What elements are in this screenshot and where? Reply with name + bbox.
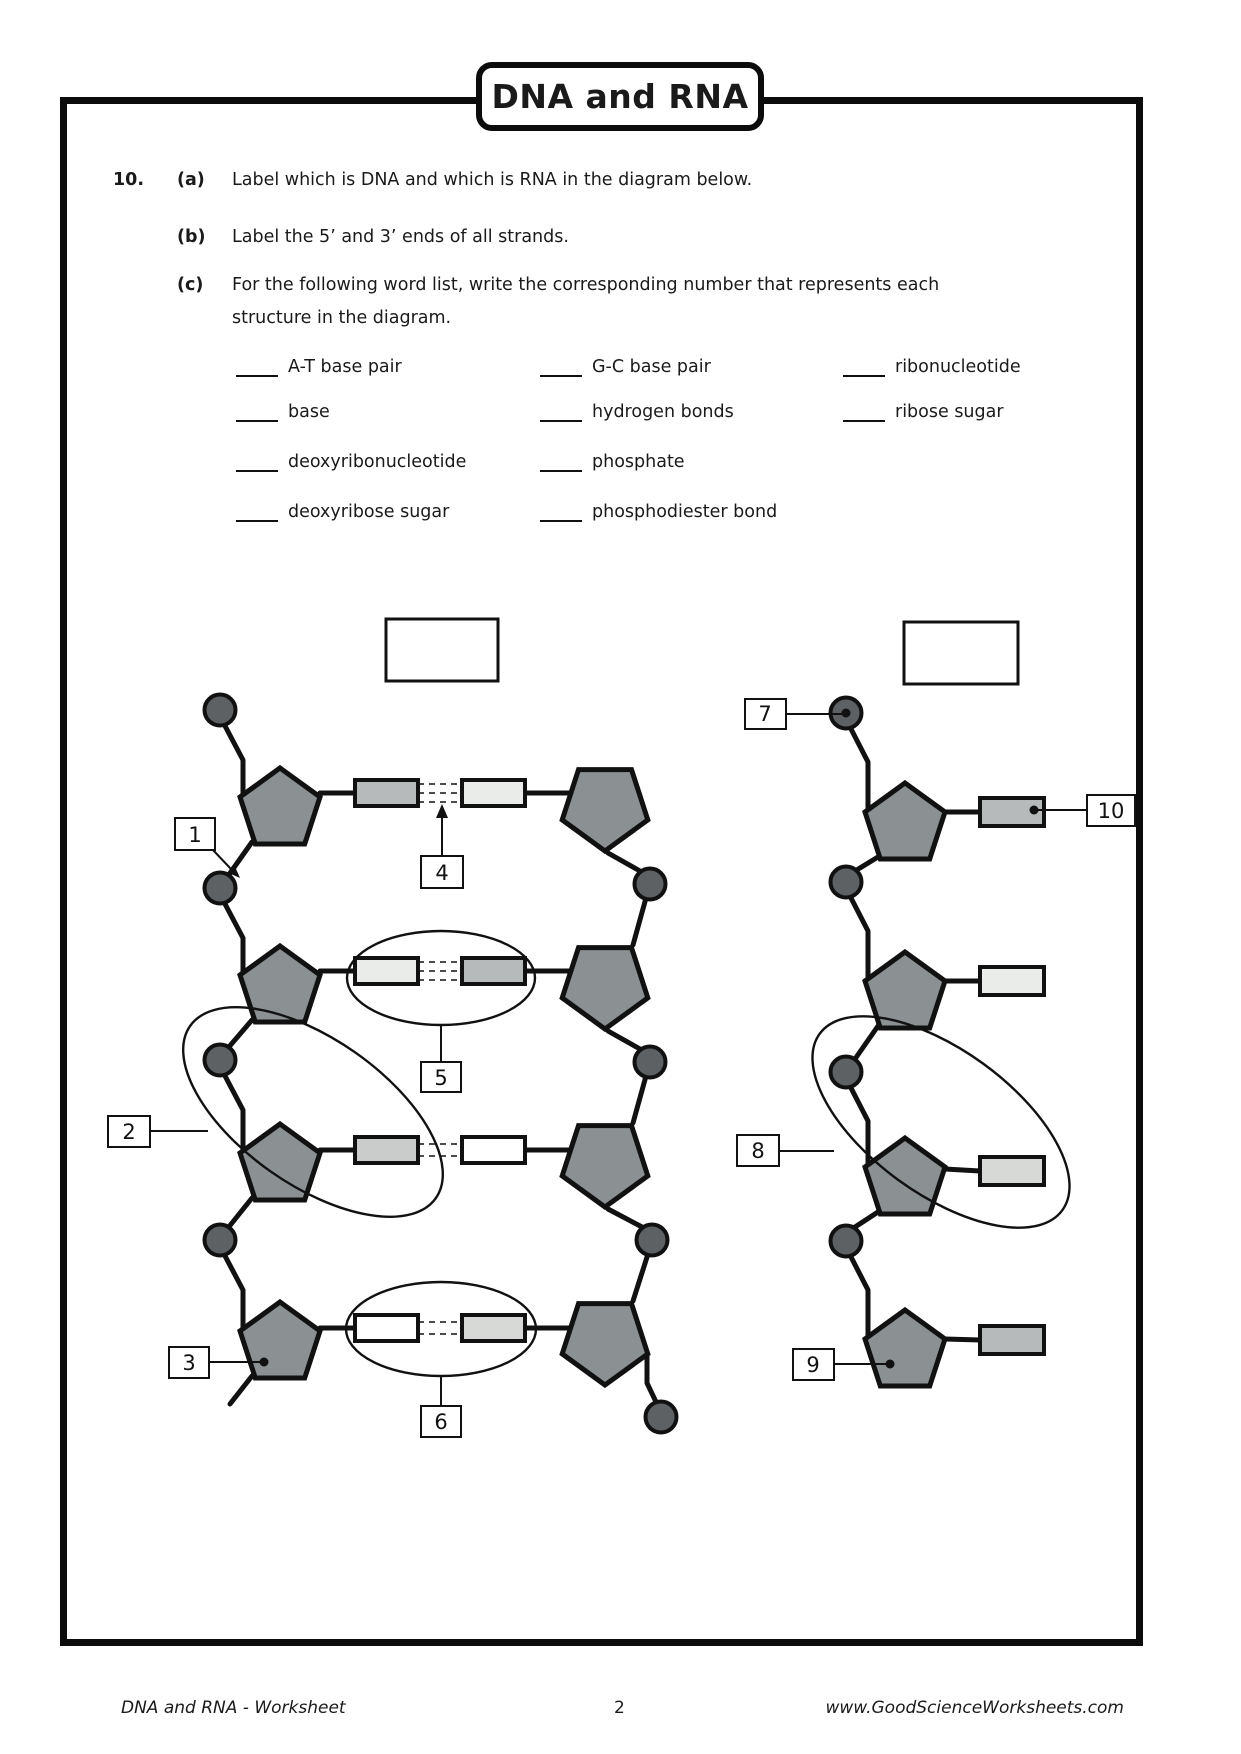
part-c-text-line2: structure in the diagram. [232, 308, 452, 328]
phosphodiester-backbone-line [850, 896, 868, 978]
phosphate-circle [831, 1057, 862, 1088]
number-label: 8 [751, 1139, 765, 1163]
base-rect [355, 958, 418, 984]
strand-end-line [230, 1376, 252, 1404]
base-rect [355, 1315, 418, 1341]
sugar-pentagon [865, 1310, 945, 1386]
phosphate-circle [637, 1225, 668, 1256]
phosphodiester-backbone-line [850, 1255, 868, 1336]
word-label: ribonucleotide [895, 357, 1021, 377]
phosphate-circle [646, 1402, 677, 1433]
nucleotide-ellipse [148, 966, 477, 1258]
question-number: 10. [113, 170, 145, 190]
base-rect [355, 1137, 418, 1163]
part-c-text-line1: For the following word list, write the corresponding number that represents each [232, 275, 940, 295]
part-c-label: (c) [177, 275, 204, 295]
phosphodiester-backbone-line [633, 1254, 648, 1301]
base-rect [980, 1326, 1044, 1354]
phosphodiester-backbone-line [224, 724, 243, 795]
label-connector [212, 849, 231, 869]
part-a-label: (a) [177, 170, 205, 190]
phosphodiester-backbone-line [608, 1031, 640, 1049]
phosphodiester-backbone-line [633, 1076, 646, 1123]
phosphodiester-backbone-line [228, 1020, 252, 1048]
phosphodiester-backbone-line [224, 902, 243, 973]
label-target-dot [842, 709, 851, 718]
phosphate-circle [635, 869, 666, 900]
base-rect [462, 1137, 525, 1163]
phosphate-circle [205, 695, 236, 726]
label-target-dot [260, 1358, 269, 1367]
part-b-text: Label the 5’ and 3’ ends of all strands. [232, 227, 569, 247]
word-label: A-T base pair [288, 357, 402, 377]
rna-answer-box[interactable] [904, 622, 1018, 684]
sugar-pentagon [562, 770, 648, 851]
sugar-pentagon [240, 1302, 320, 1378]
phosphate-circle [205, 873, 236, 904]
word-label: hydrogen bonds [592, 402, 734, 422]
page-title: DNA and RNA [491, 77, 749, 116]
base-rect [462, 780, 525, 806]
sugar-pentagon [240, 768, 320, 844]
phosphodiester-backbone-line [633, 898, 646, 945]
phosphate-circle [635, 1047, 666, 1078]
phosphate-circle [831, 1226, 862, 1257]
footer-website: www.GoodScienceWorksheets.com [825, 1698, 1124, 1718]
nucleotide-ellipse [777, 976, 1104, 1269]
label-target-dot [1030, 806, 1039, 815]
number-label: 1 [188, 823, 202, 847]
arrowhead-icon [436, 804, 448, 818]
phosphate-circle [831, 867, 862, 898]
sugar-pentagon [562, 1304, 648, 1385]
word-label: G-C base pair [592, 357, 711, 377]
base-bond-line [945, 1169, 980, 1171]
number-label: 3 [182, 1351, 196, 1375]
word-label: deoxyribonucleotide [288, 452, 467, 472]
dna-answer-box[interactable] [386, 619, 498, 681]
number-label: 4 [435, 861, 449, 885]
phosphodiester-backbone-line [647, 1356, 657, 1404]
base-rect [462, 958, 525, 984]
base-bond-line [945, 1339, 980, 1340]
part-a-text: Label which is DNA and which is RNA in the diagram below. [232, 170, 753, 190]
base-rect [980, 967, 1044, 995]
sugar-pentagon [865, 783, 945, 859]
page-number: 2 [614, 1698, 625, 1718]
phosphodiester-backbone-line [855, 1026, 878, 1059]
base-rect [462, 1315, 525, 1341]
part-b-label: (b) [177, 227, 206, 247]
phosphodiester-backbone-line [608, 1209, 642, 1227]
worksheet-title-box [476, 62, 764, 131]
phosphodiester-backbone-line [850, 727, 868, 808]
word-label: phosphate [592, 452, 685, 472]
phosphodiester-backbone-line [224, 1254, 243, 1329]
phosphodiester-backbone-line [228, 1198, 252, 1228]
number-label: 10 [1097, 799, 1125, 823]
number-label: 7 [758, 702, 772, 726]
number-label: 6 [434, 1410, 448, 1434]
number-label: 2 [122, 1120, 136, 1144]
word-label: deoxyribose sugar [288, 502, 450, 522]
sugar-pentagon [562, 948, 648, 1029]
phosphate-circle [205, 1225, 236, 1256]
phosphate-circle [205, 1045, 236, 1076]
base-rect [980, 1157, 1044, 1185]
sugar-pentagon [240, 946, 320, 1022]
phosphodiester-backbone-line [855, 857, 878, 871]
sugar-pentagon [562, 1126, 648, 1207]
base-rect [355, 780, 418, 806]
phosphodiester-backbone-line [855, 1212, 878, 1227]
word-label: base [288, 402, 330, 422]
number-label: 9 [806, 1353, 820, 1377]
number-label: 5 [434, 1066, 448, 1090]
phosphodiester-backbone-line [608, 853, 640, 871]
word-label: ribose sugar [895, 402, 1004, 422]
sugar-pentagon [240, 1124, 320, 1200]
word-label: phosphodiester bond [592, 502, 778, 522]
label-target-dot [886, 1360, 895, 1369]
footer-title: DNA and RNA - Worksheet [121, 1698, 346, 1718]
